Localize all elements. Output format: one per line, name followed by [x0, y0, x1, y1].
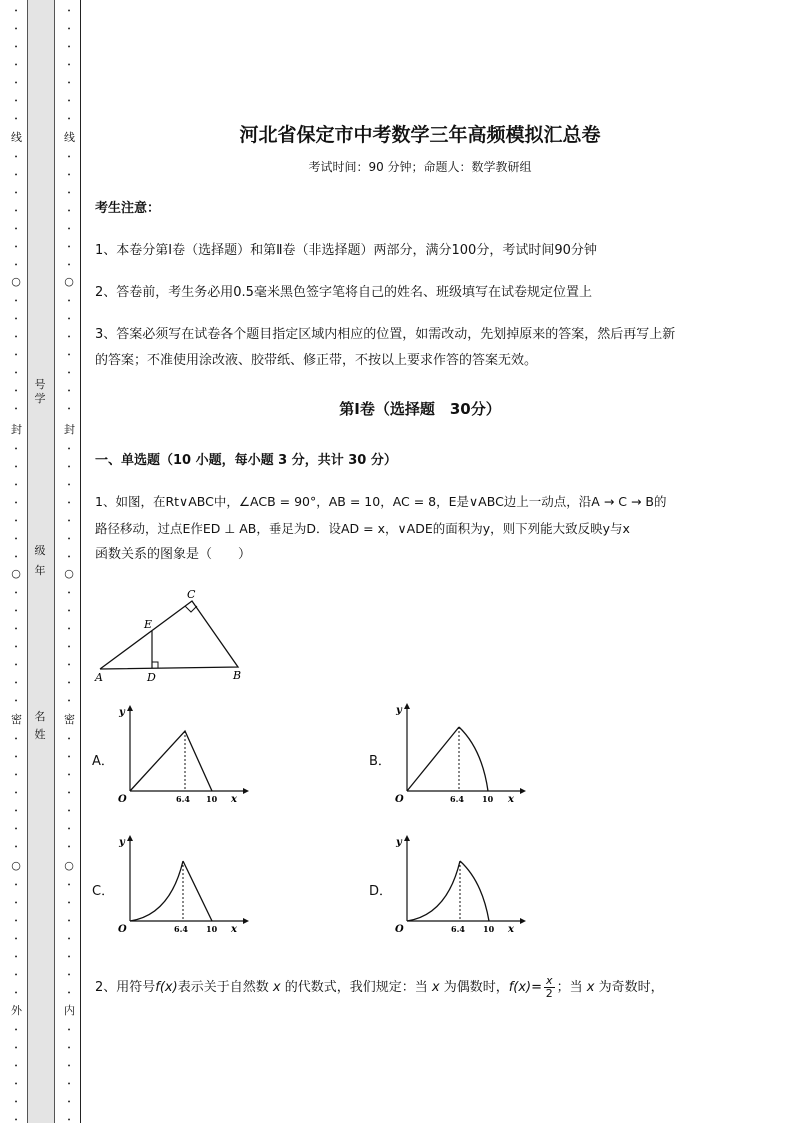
margin-dot: • [67, 80, 71, 87]
margin-dot: • [14, 406, 18, 413]
margin-dot: • [67, 8, 71, 15]
margin-dot: • [67, 736, 71, 743]
margin-dot: • [14, 736, 18, 743]
tick-label-end: 10 [206, 924, 218, 934]
margin-dot: • [14, 8, 18, 15]
margin-dot: • [14, 918, 18, 925]
margin-dot: • [14, 500, 18, 507]
q1-line-3: 函数关系的图象是（ ） [95, 547, 252, 562]
margin-dot: • [14, 826, 18, 833]
margin-dot: • [14, 808, 18, 815]
margin-dot: • [14, 226, 18, 233]
margin-dot: • [67, 334, 71, 341]
margin-dot: • [67, 644, 71, 651]
axis-x-label: x [508, 794, 514, 805]
margin-marker: 外 [11, 1004, 22, 1017]
margin-dot: • [14, 370, 18, 377]
margin-dot: • [14, 1063, 18, 1070]
margin-dot: • [14, 388, 18, 395]
notes-heading: 考生注意： [95, 201, 161, 216]
margin-dot: • [14, 954, 18, 961]
margin-dot: • [14, 172, 18, 179]
margin-dot: • [14, 1045, 18, 1052]
margin-dot: • [14, 590, 18, 597]
graph-option-d[interactable] [392, 833, 527, 938]
origin-label: O [395, 924, 404, 935]
binding-line [80, 0, 81, 1123]
option-d-label[interactable]: D． [369, 884, 393, 899]
part-heading: 一、单选题（10 小题，每小题 3 分，共计 30 分） [95, 453, 397, 468]
note-item-3a: 3、答案必须写在试卷各个题目指定区域内相应的位置，如需改动，先划掉原来的答案，然后再写上新 [95, 327, 676, 342]
margin-marker: 密 [11, 713, 22, 726]
margin-dot: • [14, 316, 18, 323]
margin-dot: • [67, 116, 71, 123]
margin-dot: • [67, 98, 71, 105]
outer-dot-column [11, 0, 21, 1123]
margin-dot: • [14, 790, 18, 797]
margin-dot: • [67, 370, 71, 377]
inner-dot-column [64, 0, 74, 1123]
q2-line-1: 2、用符号f(x)表示关于自然数 x 的代数式，我们规定：当 x 为偶数时，f(x)= $\frac{x}{2}$ ；当 x 为奇数时， [95, 974, 664, 1000]
axis-y-label: y [396, 705, 402, 716]
margin-dot: • [67, 900, 71, 907]
margin-marker: 密 [64, 713, 75, 726]
margin-dot: • [14, 26, 18, 33]
margin-dot: • [14, 844, 18, 851]
margin-dot: • [67, 772, 71, 779]
margin-dot: • [67, 464, 71, 471]
q2-fraction: $\frac{x}{2}$ [545, 974, 553, 1000]
vertex-label-c: C [187, 588, 196, 601]
tick-label-end: 10 [206, 794, 218, 804]
margin-marker: ○ [64, 859, 74, 872]
margin-dot: • [67, 1117, 71, 1124]
margin-dot: • [67, 954, 71, 961]
margin-dot: • [67, 990, 71, 997]
margin-dot: • [14, 536, 18, 543]
margin-dot: • [67, 1063, 71, 1070]
tick-label-end: 10 [483, 924, 495, 934]
margin-marker: ○ [11, 567, 21, 580]
margin-dot: • [14, 1117, 18, 1124]
margin-dot: • [67, 1045, 71, 1052]
tick-label-end: 10 [482, 794, 494, 804]
margin-dot: • [67, 190, 71, 197]
margin-dot: • [67, 918, 71, 925]
q1-line-1: 1、如图，在Rt∨ABC中，∠ACB = 90°，AB = 10，AC = 8，E是∨ABC边上一动点，沿A → C → B的 [95, 494, 667, 509]
option-a-label[interactable]: A． [92, 754, 114, 769]
margin-dot: • [67, 608, 71, 615]
margin-dot: • [14, 1027, 18, 1034]
margin-dot: • [67, 808, 71, 815]
margin-dot: • [14, 972, 18, 979]
margin-dot: • [67, 262, 71, 269]
graph-option-a[interactable] [115, 703, 250, 808]
margin-dot: • [67, 482, 71, 489]
margin-dot: • [14, 662, 18, 669]
vertex-label-a: A [95, 671, 103, 684]
margin-dot: • [67, 500, 71, 507]
margin-dot: • [67, 172, 71, 179]
margin-dot: • [14, 446, 18, 453]
margin-dot: • [67, 844, 71, 851]
graph-option-c[interactable] [115, 833, 250, 938]
margin-dot: • [14, 262, 18, 269]
margin-dot: • [67, 208, 71, 215]
margin-dot: • [67, 1099, 71, 1106]
field-name: 名 姓 [34, 710, 46, 741]
margin-marker: ○ [11, 275, 21, 288]
origin-label: O [118, 794, 127, 805]
margin-dot: • [67, 662, 71, 669]
margin-dot: • [14, 464, 18, 471]
margin-dot: • [14, 98, 18, 105]
margin-dot: • [14, 698, 18, 705]
axis-y-label: y [119, 707, 125, 718]
axis-y-label: y [119, 837, 125, 848]
margin-dot: • [14, 190, 18, 197]
margin-marker: 线 [11, 131, 22, 144]
margin-dot: • [14, 882, 18, 889]
margin-dot: • [67, 1027, 71, 1034]
margin-dot: • [14, 990, 18, 997]
field-grade: 级 年 [34, 544, 46, 577]
tick-label-peak: 6.4 [451, 924, 465, 934]
margin-dot: • [67, 518, 71, 525]
margin-dot: • [14, 62, 18, 69]
margin-dot: • [67, 554, 71, 561]
margin-dot: • [67, 936, 71, 943]
margin-dot: • [67, 316, 71, 323]
margin-dot: • [67, 590, 71, 597]
note-item-3b: 的答案；不准使用涂改液、胶带纸、修正带，不按以上要求作答的答案无效。 [95, 353, 538, 368]
vertex-label-e: E [144, 618, 153, 631]
tick-label-peak: 6.4 [450, 794, 464, 804]
margin-dot: • [67, 226, 71, 233]
margin-dot: • [67, 698, 71, 705]
margin-marker: ○ [64, 567, 74, 580]
margin-dot: • [67, 244, 71, 251]
margin-dot: • [14, 936, 18, 943]
margin-dot: • [14, 554, 18, 561]
margin-dot: • [14, 482, 18, 489]
margin-dot: • [14, 680, 18, 687]
margin-dot: • [14, 208, 18, 215]
exam-subtitle: 考试时间：90 分钟；命题人：数学教研组 [308, 160, 532, 174]
margin-dot: • [67, 446, 71, 453]
axis-x-label: x [231, 794, 237, 805]
axis-x-label: x [508, 924, 514, 935]
triangle-figure [92, 585, 252, 685]
margin-dot: • [67, 1081, 71, 1088]
margin-dot: • [14, 900, 18, 907]
margin-dot: • [67, 790, 71, 797]
margin-dot: • [67, 882, 71, 889]
margin-dot: • [67, 680, 71, 687]
margin-dot: • [67, 26, 71, 33]
margin-dot: • [67, 754, 71, 761]
axis-x-label: x [231, 924, 237, 935]
margin-dot: • [67, 388, 71, 395]
margin-dot: • [67, 626, 71, 633]
margin-dot: • [14, 244, 18, 251]
exam-title: 河北省保定市中考数学三年高频模拟汇总卷 [239, 124, 601, 146]
vertex-label-b: B [233, 669, 242, 682]
tick-label-peak: 6.4 [174, 924, 188, 934]
margin-dot: • [14, 644, 18, 651]
margin-dot: • [67, 44, 71, 51]
margin-marker: 封 [64, 423, 75, 436]
q1-line-2: 路径移动，过点E作ED ⊥ AB，垂足为D．设AD = x，∨ADE的面积为y，则下列能大致反映y与x [95, 521, 630, 536]
margin-dot: • [14, 352, 18, 359]
tick-label-peak: 6.4 [176, 794, 190, 804]
margin-dot: • [14, 1099, 18, 1106]
margin-marker: ○ [64, 275, 74, 288]
margin-dot: • [14, 298, 18, 305]
margin-dot: • [67, 406, 71, 413]
margin-marker: ○ [11, 859, 21, 872]
margin-marker: 内 [64, 1004, 75, 1017]
note-item-2: 2、答卷前，考生务必用0.5毫米黑色签字笔将自己的姓名、班级填写在试卷规定位置上 [95, 285, 592, 300]
margin-dot: • [67, 826, 71, 833]
axis-y-label: y [396, 837, 402, 848]
margin-marker: 封 [11, 423, 22, 436]
graph-option-b[interactable] [392, 701, 527, 806]
margin-dot: • [14, 518, 18, 525]
margin-dot: • [67, 62, 71, 69]
margin-dot: • [67, 972, 71, 979]
section-title: 第Ⅰ卷（选择题 30分） [339, 400, 501, 418]
margin-dot: • [14, 44, 18, 51]
origin-label: O [395, 794, 404, 805]
margin-dot: • [14, 154, 18, 161]
option-c-label[interactable]: C． [92, 884, 115, 899]
margin-dot: • [14, 80, 18, 87]
margin-dot: • [67, 352, 71, 359]
margin-dot: • [14, 116, 18, 123]
margin-dot: • [14, 772, 18, 779]
margin-marker: 线 [64, 131, 75, 144]
margin-dot: • [14, 1081, 18, 1088]
vertex-label-d: D [147, 671, 156, 684]
field-student-number: 号 学 [34, 378, 46, 405]
margin-dot: • [67, 154, 71, 161]
note-item-1: 1、本卷分第Ⅰ卷（选择题）和第Ⅱ卷（非选择题）两部分，满分100分，考试时间90分钟 [95, 243, 597, 258]
option-b-label[interactable]: B． [369, 754, 391, 769]
margin-dot: • [14, 334, 18, 341]
q2-fx: f(x) [155, 980, 178, 995]
margin-dot: • [67, 298, 71, 305]
margin-dot: • [14, 754, 18, 761]
margin-dot: • [67, 536, 71, 543]
margin-dot: • [14, 608, 18, 615]
margin-dot: • [14, 626, 18, 633]
origin-label: O [118, 924, 127, 935]
